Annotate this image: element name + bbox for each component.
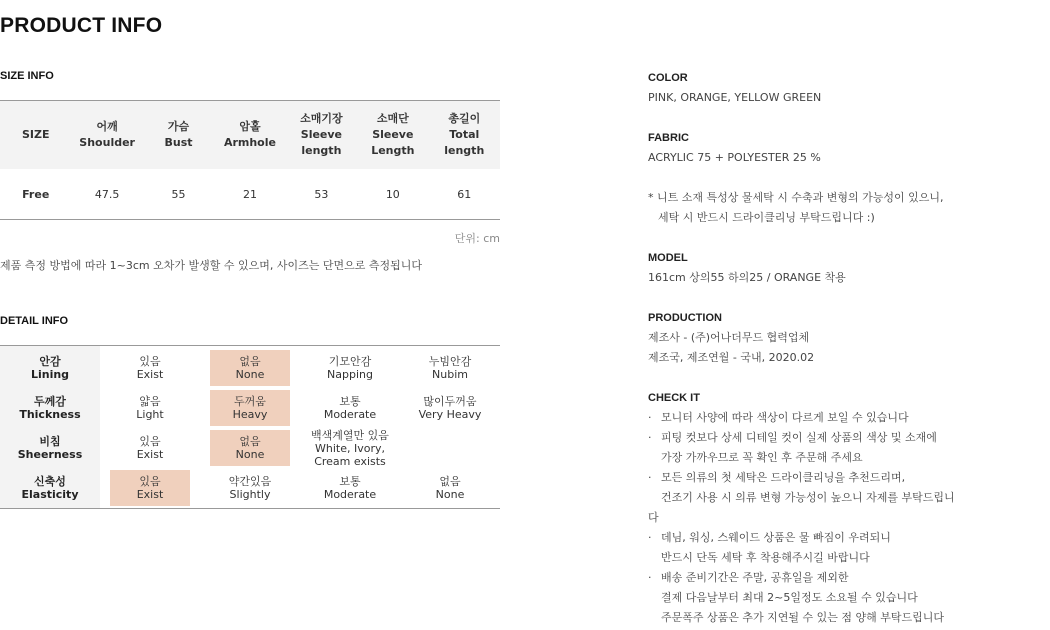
unit-label: 단위: cm [454, 232, 500, 245]
origin-date-line: 제조국, 제조연월 - 국내, 2020.02 [648, 351, 815, 364]
size-col-header [0, 101, 71, 170]
bust-col-header [143, 101, 214, 170]
detail-table [0, 345, 500, 509]
list-item-line: 피팅 컷보다 상세 디테일 컷이 실제 상품의 색상 및 소재에 [661, 431, 937, 444]
list-item-line: 가장 가까우므로 꼭 확인 후 주문해 주세요 [661, 451, 863, 464]
list-item-line: 건조기 사용 시 의류 변형 가능성이 높으니 자제를 부탁드립니 [661, 491, 955, 504]
detail-option [300, 346, 400, 388]
cuff-col-en: Sleeve [372, 128, 414, 141]
page-title: PRODUCT INFO [0, 14, 163, 37]
detail-option [100, 428, 200, 468]
sleeve-length-col-header [286, 101, 357, 170]
detail-option [300, 428, 400, 468]
option-kr: 없음 [439, 475, 461, 488]
list-item-line: 결제 다음날부터 최대 2~5일정도 소요될 수 있습니다 [661, 591, 918, 604]
option-en: Nubim [432, 368, 468, 381]
list-item [648, 568, 1048, 628]
option-en: Moderate [323, 408, 377, 421]
detail-info-heading: DETAIL INFO [0, 315, 69, 327]
sleeve-length-col-en-2: length [301, 144, 342, 157]
list-item [648, 468, 1048, 528]
cuff-col-en-2: Length [371, 144, 415, 157]
detail-row-lining [0, 346, 500, 388]
thickness-label-kr: 두께감 [34, 395, 66, 408]
cuff-col-header [357, 101, 428, 170]
sleeve-length-value: 53 [314, 187, 329, 201]
elasticity-label-kr: 신축성 [34, 475, 66, 488]
option-en: Exist [136, 368, 164, 381]
list-item-line: 배송 준비기간은 주말, 공휴일을 제외한 [661, 571, 849, 584]
armhole-value: 21 [242, 187, 257, 201]
detail-label-thickness [0, 388, 100, 428]
color-heading: COLOR [648, 72, 688, 84]
total-length-col-en: Total length [444, 128, 485, 157]
detail-option [200, 468, 300, 508]
sleeve-length-col-kr: 소매기장 [300, 112, 343, 125]
armhole-col-header [214, 101, 285, 170]
detail-row-sheerness [0, 428, 500, 468]
shoulder-value: 47.5 [94, 187, 120, 201]
list-item [648, 428, 1048, 468]
care-note-line-1: * 니트 소재 특성상 물세탁 시 수축과 변형의 가능성이 있으니, [648, 191, 944, 204]
option-kr: 있음 [139, 355, 161, 368]
shoulder-col-kr: 어깨 [96, 120, 118, 133]
detail-label-sheerness [0, 428, 100, 468]
bullet-dot: · [648, 471, 652, 484]
size-info-heading: SIZE INFO [0, 70, 54, 82]
list-item-line: 다 [648, 511, 659, 524]
option-en: Exist [136, 488, 164, 501]
size-table-row [0, 169, 500, 220]
elasticity-label-en: Elasticity [21, 488, 79, 501]
option-kr: 있음 [139, 435, 161, 448]
production-section [648, 308, 1048, 368]
detail-option [400, 388, 500, 428]
detail-option [300, 388, 400, 428]
list-item-line: 데님, 워싱, 스웨이드 상품은 물 빠짐이 우려되니 [661, 531, 891, 544]
size-value: Free [22, 187, 50, 201]
sheerness-label-kr: 비침 [39, 435, 61, 448]
option-kr: 있음 [139, 475, 161, 488]
list-item-line: 주문폭주 상품은 추가 지연될 수 있는 점 양해 부탁드립니다 [661, 611, 944, 624]
color-section [648, 68, 1048, 108]
option-kr: 두꺼움 [234, 395, 266, 408]
detail-option-selected [100, 468, 200, 508]
detail-option [100, 388, 200, 428]
shoulder-col-header [71, 101, 142, 170]
care-note-line-2: 세탁 시 반드시 드라이클리닝 부탁드립니다 :) [658, 211, 875, 224]
detail-option-selected [200, 346, 300, 388]
option-en: White, Ivory, [315, 441, 385, 455]
option-en: Napping [327, 368, 373, 381]
sleeve-length-col-en: Sleeve [300, 128, 343, 141]
shoulder-col-en: Shoulder [79, 136, 135, 149]
bullet-dot: · [648, 571, 652, 584]
bust-col-kr: 가슴 [167, 120, 190, 133]
list-item [648, 408, 1048, 428]
total-length-value: 61 [457, 187, 472, 201]
list-item-line: 모든 의류의 첫 세탁은 드라이클리닝을 추천드리며, [661, 471, 906, 484]
bust-value: 55 [171, 187, 186, 201]
detail-row-thickness [0, 388, 500, 428]
check-it-list [648, 408, 1048, 628]
option-kr: 많이두꺼움 [423, 395, 477, 408]
option-en: Exist [136, 448, 164, 461]
total-length-col-header [429, 101, 500, 170]
detail-option [400, 346, 500, 388]
detail-option [300, 468, 400, 508]
option-kr: 백색계열만 있음 [311, 428, 389, 442]
production-heading: PRODUCTION [648, 312, 722, 324]
bust-col-en: Bust [164, 136, 193, 149]
option-kr: 누빔안감 [428, 355, 472, 368]
size-col-label: SIZE [21, 128, 50, 141]
bullet-dot: · [648, 431, 652, 444]
detail-option [100, 346, 200, 388]
option-kr: 보통 [339, 475, 361, 488]
fabric-value: ACRYLIC 75 + POLYESTER 25 % [648, 151, 821, 164]
option-kr: 없음 [239, 435, 261, 448]
option-kr: 보통 [339, 395, 361, 408]
detail-label-elasticity [0, 468, 100, 508]
option-en: Slightly [229, 488, 271, 501]
model-value: 161cm 상의55 하의25 / ORANGE 착용 [648, 271, 846, 284]
manufacturer-line: 제조사 - (주)어나더무드 협력업체 [648, 331, 810, 344]
detail-row-elasticity [0, 468, 500, 508]
detail-option [400, 468, 500, 508]
option-en: None [435, 488, 465, 501]
lining-label-kr: 안감 [39, 355, 61, 368]
size-table [0, 100, 500, 220]
detail-option-selected [200, 428, 300, 468]
lining-label-en: Lining [30, 368, 70, 381]
size-table-header-row [0, 101, 500, 170]
option-en: None [235, 368, 265, 381]
detail-label-lining [0, 346, 100, 388]
sheerness-label-en: Sheerness [17, 448, 83, 461]
fabric-heading: FABRIC [648, 132, 689, 144]
option-kr: 없음 [239, 355, 261, 368]
list-item-line: 모니터 사양에 따라 색상이 다르게 보일 수 있습니다 [661, 411, 909, 424]
measurement-note: 제품 측정 방법에 따라 1~3cm 오차가 발생할 수 있으며, 사이즈는 단면으로 측정됩니다 [0, 259, 422, 272]
check-it-section [648, 388, 1048, 628]
fabric-section [648, 128, 1048, 228]
option-kr: 얇음 [139, 395, 161, 408]
color-value: PINK, ORANGE, YELLOW GREEN [648, 91, 822, 104]
model-section [648, 248, 1048, 288]
check-it-heading: CHECK IT [648, 392, 700, 404]
option-en: Very Heavy [418, 408, 482, 421]
bullet-dot: · [648, 531, 652, 544]
list-item [648, 528, 1048, 568]
option-kr: 기모안감 [328, 355, 372, 368]
cuff-value: 10 [385, 187, 400, 201]
option-en: Heavy [232, 408, 268, 421]
option-en-2: Cream exists [314, 454, 386, 468]
detail-option-selected [200, 388, 300, 428]
armhole-col-en: Armhole [223, 136, 276, 149]
total-length-col-kr: 총길이 [448, 112, 481, 125]
option-en: None [235, 448, 265, 461]
armhole-col-kr: 암홀 [239, 120, 261, 133]
list-item-line: 반드시 단독 세탁 후 착용해주시길 바랍니다 [661, 551, 870, 564]
option-kr: 약간있음 [228, 475, 272, 488]
detail-option-empty [400, 428, 500, 468]
bullet-dot: · [648, 411, 652, 424]
model-heading: MODEL [648, 252, 688, 264]
thickness-label-en: Thickness [19, 408, 81, 421]
cuff-col-kr: 소매단 [376, 112, 409, 125]
option-en: Light [136, 408, 164, 421]
option-en: Moderate [323, 488, 377, 501]
